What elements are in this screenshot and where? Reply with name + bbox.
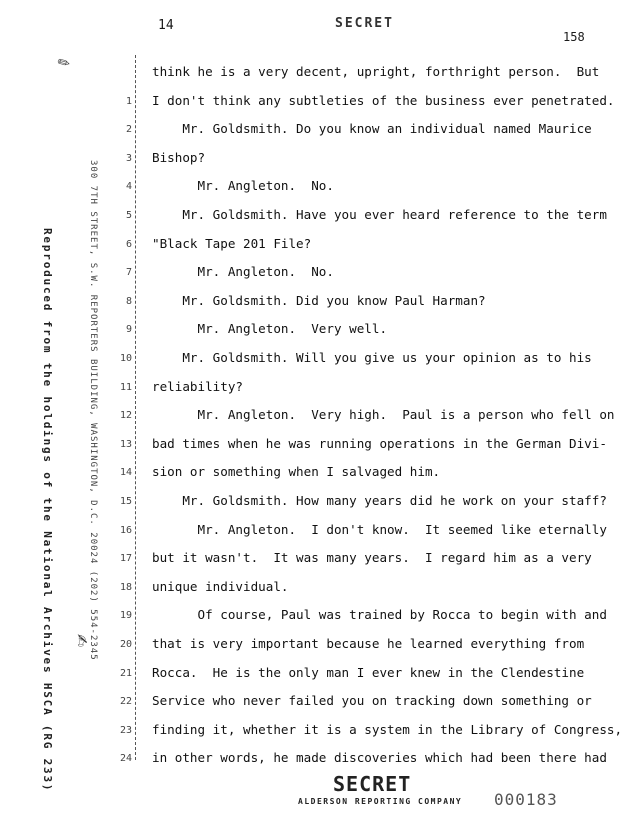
line-number: 23: [119, 724, 132, 736]
transcript-line: Mr. Goldsmith. How many years did he work on your staff?: [152, 493, 607, 508]
line-number: 24: [119, 753, 132, 765]
line-number: 17: [119, 553, 132, 565]
transcript-line: in other words, he made discoveries which had been there had: [152, 750, 607, 766]
transcript-line: Mr. Angleton. Very well.: [152, 321, 388, 337]
reporter-address: 300 7TH STREET, S.W. REPORTERS BUILDING, WASHINGTON, D.C. 20024 (202) 554-2345: [88, 160, 98, 661]
line-number: 1: [125, 95, 132, 107]
transcript-line: bad times when he was running operations in the German Divi-: [152, 435, 607, 451]
reporting-company: ALDERSON REPORTING COMPANY: [298, 797, 463, 806]
transcript-line: unique individual.: [152, 578, 289, 594]
transcript-line: reliability?: [152, 378, 243, 394]
line-number: 15: [119, 496, 132, 507]
handwritten-initials: ✍: [70, 633, 96, 648]
margin-scribble: ✎: [53, 50, 74, 75]
line-number: 16: [119, 524, 132, 536]
page-number: 14: [158, 18, 174, 33]
transcript-line: "Black Tape 201 File?: [152, 235, 312, 251]
line-number: 12: [119, 410, 132, 422]
transcript-line: Of course, Paul was trained by Rocca to begin with and: [152, 607, 607, 623]
transcript-line: Mr. Goldsmith. Do you know an individual named Maurice: [152, 121, 592, 137]
transcript-line: Mr. Angleton. No.: [152, 264, 334, 280]
transcript-line: think he is a very decent, upright, forthright person. But: [152, 64, 600, 79]
document-number: 000183: [494, 790, 558, 809]
line-number: 8: [125, 295, 132, 307]
line-number: 7: [125, 267, 132, 279]
line-number: 4: [125, 181, 132, 193]
transcript-line: sion or something when I salvaged him.: [152, 464, 441, 480]
line-number: 19: [119, 610, 132, 622]
line-number: 22: [119, 696, 132, 708]
line-number: 9: [125, 324, 132, 336]
line-number: 20: [119, 639, 132, 650]
line-number: 18: [119, 581, 132, 593]
margin-rule: [135, 55, 136, 760]
transcript-line: Mr. Goldsmith. Did you know Paul Harman?: [152, 292, 486, 308]
archive-note: Reproduced from the holdings of the National Archives HSCA (RG 233): [41, 228, 54, 793]
transcript-line: Service who never failed you on tracking down something or: [152, 693, 592, 709]
transcript-page-number: 158: [563, 30, 585, 44]
transcript-line: Mr. Goldsmith. Will you give us your opinion as to his: [152, 350, 592, 365]
line-number: 10: [119, 353, 132, 364]
line-number: 2: [125, 124, 132, 136]
line-number: 5: [125, 210, 132, 221]
transcript-line: but it wasn't. It was many years. I regard him as a very: [152, 550, 592, 566]
transcript-line: Rocca. He is the only man I ever knew in the Clendestine: [152, 664, 585, 680]
line-number: 13: [119, 438, 132, 450]
line-number: 14: [119, 467, 132, 479]
transcript-line: Mr. Angleton. No.: [152, 178, 334, 194]
transcript-line: I don't think any subtleties of the business ever penetrated.: [152, 92, 615, 108]
transcript-line: finding it, whether it is a system in the Library of Congress,: [152, 721, 623, 737]
transcript-line: Mr. Goldsmith. Have you ever heard reference to the term: [152, 207, 607, 222]
header-classification-mark: SECRET: [335, 16, 394, 31]
line-number: 11: [119, 381, 132, 393]
transcript-line: Bishop?: [152, 149, 206, 165]
transcript-line: that is very important because he learned everything from: [152, 636, 585, 651]
line-number: 6: [125, 238, 132, 250]
line-number: 21: [119, 667, 132, 679]
transcript-line: Mr. Angleton. I don't know. It seemed like eternally: [152, 521, 607, 537]
footer-secret-stamp: SECRET: [333, 772, 412, 796]
transcript-line: Mr. Angleton. Very high. Paul is a person who fell on: [152, 407, 615, 423]
line-number: 3: [125, 152, 132, 164]
